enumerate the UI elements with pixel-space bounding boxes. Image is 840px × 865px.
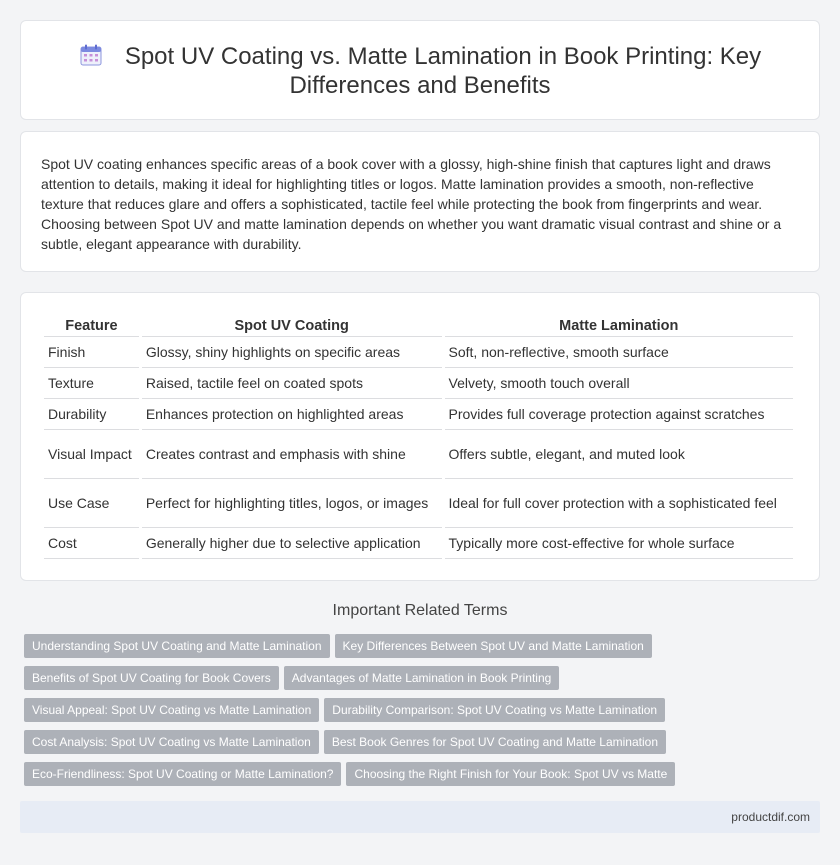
- comparison-table: [41, 314, 796, 559]
- title-line-1: Spot UV Coating vs. Matte Lamination in Book Printing: Key: [124, 43, 762, 70]
- related-term-tag[interactable]: Best Book Genres for Spot UV Coating and Matte Lamination: [324, 730, 666, 754]
- header-spot-uv: Spot UV Coating: [142, 314, 442, 337]
- spot-uv-cell: Perfect for highlighting titles, logos, or images: [142, 479, 442, 528]
- feature-cell: Cost: [44, 528, 139, 559]
- related-term-tag[interactable]: Cost Analysis: Spot UV Coating vs Matte Lamination: [24, 730, 319, 754]
- related-term-tag[interactable]: Visual Appeal: Spot UV Coating vs Matte Lamination: [24, 698, 319, 722]
- feature-cell: Finish: [44, 337, 139, 368]
- matte-cell: Soft, non-reflective, smooth surface: [445, 337, 793, 368]
- related-term-tag[interactable]: Eco-Friendliness: Spot UV Coating or Matte Lamination?: [24, 762, 341, 786]
- related-terms-list: [24, 634, 824, 794]
- related-term-tag[interactable]: Benefits of Spot UV Coating for Book Covers: [24, 666, 279, 690]
- spot-uv-cell: Raised, tactile feel on coated spots: [142, 368, 442, 399]
- related-term-tag[interactable]: Choosing the Right Finish for Your Book: Spot UV vs Matte: [346, 762, 675, 786]
- title-line-2: Differences and Benefits: [289, 72, 551, 99]
- header-card: [20, 20, 820, 120]
- intro-card: [20, 131, 820, 272]
- intro-text: Spot UV coating enhances specific areas of a book cover with a glossy, high-shine finish that captures light and draws attention to details, making it ideal for highlighting titles or logos. Matte lamination provides a smooth, non-reflective texture that reduces glare and offers a sophisticated, tactile feel while protecting the book from fingerprints and wear. Choosing between Spot UV and matte lamination depends on whether you want dramatic visual contrast and shine or a subtle, elegant appearance with durability.: [41, 156, 782, 252]
- table-row: [44, 528, 793, 559]
- feature-cell: Texture: [44, 368, 139, 399]
- spot-uv-cell: Enhances protection on highlighted areas: [142, 399, 442, 430]
- matte-cell: Offers subtle, elegant, and muted look: [445, 430, 793, 479]
- page-title: [21, 42, 819, 100]
- table-row: [44, 337, 793, 368]
- comparison-card: [20, 292, 820, 581]
- spot-uv-cell: Creates contrast and emphasis with shine: [142, 430, 442, 479]
- header-feature: Feature: [44, 314, 139, 337]
- matte-cell: Ideal for full cover protection with a sophisticated feel: [445, 479, 793, 528]
- footer-bar: [20, 801, 820, 833]
- table-row: [44, 479, 793, 528]
- table-header-row: [44, 314, 793, 337]
- matte-cell: Velvety, smooth touch overall: [445, 368, 793, 399]
- spot-uv-cell: Generally higher due to selective application: [142, 528, 442, 559]
- related-term-tag[interactable]: Durability Comparison: Spot UV Coating vs Matte Lamination: [324, 698, 665, 722]
- spot-uv-cell: Glossy, shiny highlights on specific areas: [142, 337, 442, 368]
- matte-cell: Typically more cost-effective for whole surface: [445, 528, 793, 559]
- related-terms-title: Important Related Terms: [332, 602, 508, 619]
- table-row: [44, 368, 793, 399]
- feature-cell: Visual Impact: [44, 430, 139, 479]
- matte-cell: Provides full coverage protection against scratches: [445, 399, 793, 430]
- feature-cell: Durability: [44, 399, 139, 430]
- related-term-tag[interactable]: Advantages of Matte Lamination in Book Printing: [284, 666, 560, 690]
- related-term-tag[interactable]: Key Differences Between Spot UV and Matte Lamination: [335, 634, 652, 658]
- table-row: [44, 399, 793, 430]
- feature-cell: Use Case: [44, 479, 139, 528]
- calendar-icon: [79, 43, 103, 67]
- footer-site-link[interactable]: productdif.com: [731, 810, 810, 824]
- header-matte: Matte Lamination: [445, 314, 793, 337]
- related-term-tag[interactable]: Understanding Spot UV Coating and Matte Lamination: [24, 634, 330, 658]
- table-row: [44, 430, 793, 479]
